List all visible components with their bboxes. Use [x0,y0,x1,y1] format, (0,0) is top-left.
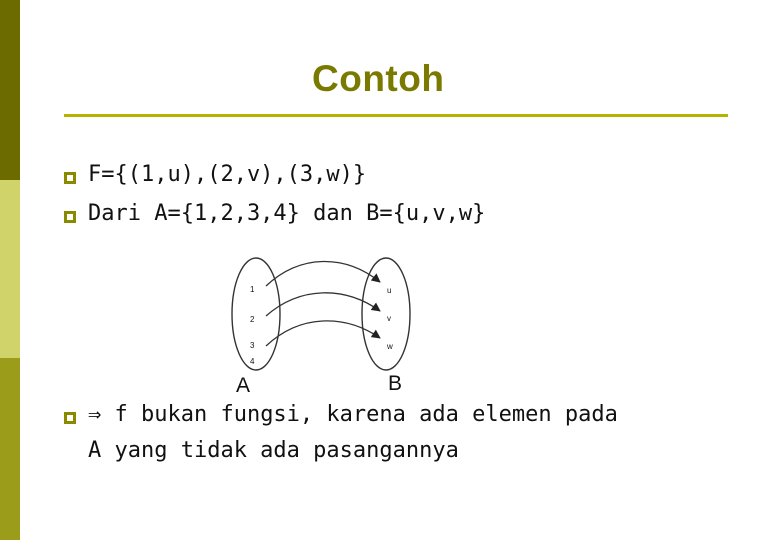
bullet-text-2: Dari A={1,2,3,4} dan B={u,v,w} [88,201,486,226]
set-b-label: B [388,372,403,395]
set-a-ellipse [232,258,280,370]
sidebar-stripe-top [0,0,20,180]
conclusion-text: f bukan fungsi, karena ada elemen pada [101,402,618,427]
mapping-arrow-1-u [266,261,380,286]
codomain-element: u [387,286,392,295]
domain-element: 3 [250,341,255,350]
double-arrow-right-icon: ⇒ [88,402,102,427]
slide-title: Contoh [312,58,445,99]
sidebar-stripe-middle [0,180,20,358]
domain-element: 4 [250,357,255,366]
bullet-square-icon [64,412,76,424]
domain-element: 2 [250,315,255,324]
codomain-element: w [387,342,393,351]
bullet-text-3-line-1 [88,402,618,427]
title-underline [64,114,728,117]
bullet-square-icon [64,172,76,184]
bullet-text-1: F={(1,u),(2,v),(3,w)} [88,162,367,187]
set-a-label: A [236,374,251,397]
sidebar-stripe-bottom [0,358,20,540]
bullet-square-icon [64,211,76,223]
sidebar-stripes [0,0,20,540]
mapping-diagram [220,252,440,402]
bullet-text-3-line-2: A yang tidak ada pasangannya [88,438,459,463]
codomain-element: v [387,314,391,323]
domain-element: 1 [250,285,255,294]
